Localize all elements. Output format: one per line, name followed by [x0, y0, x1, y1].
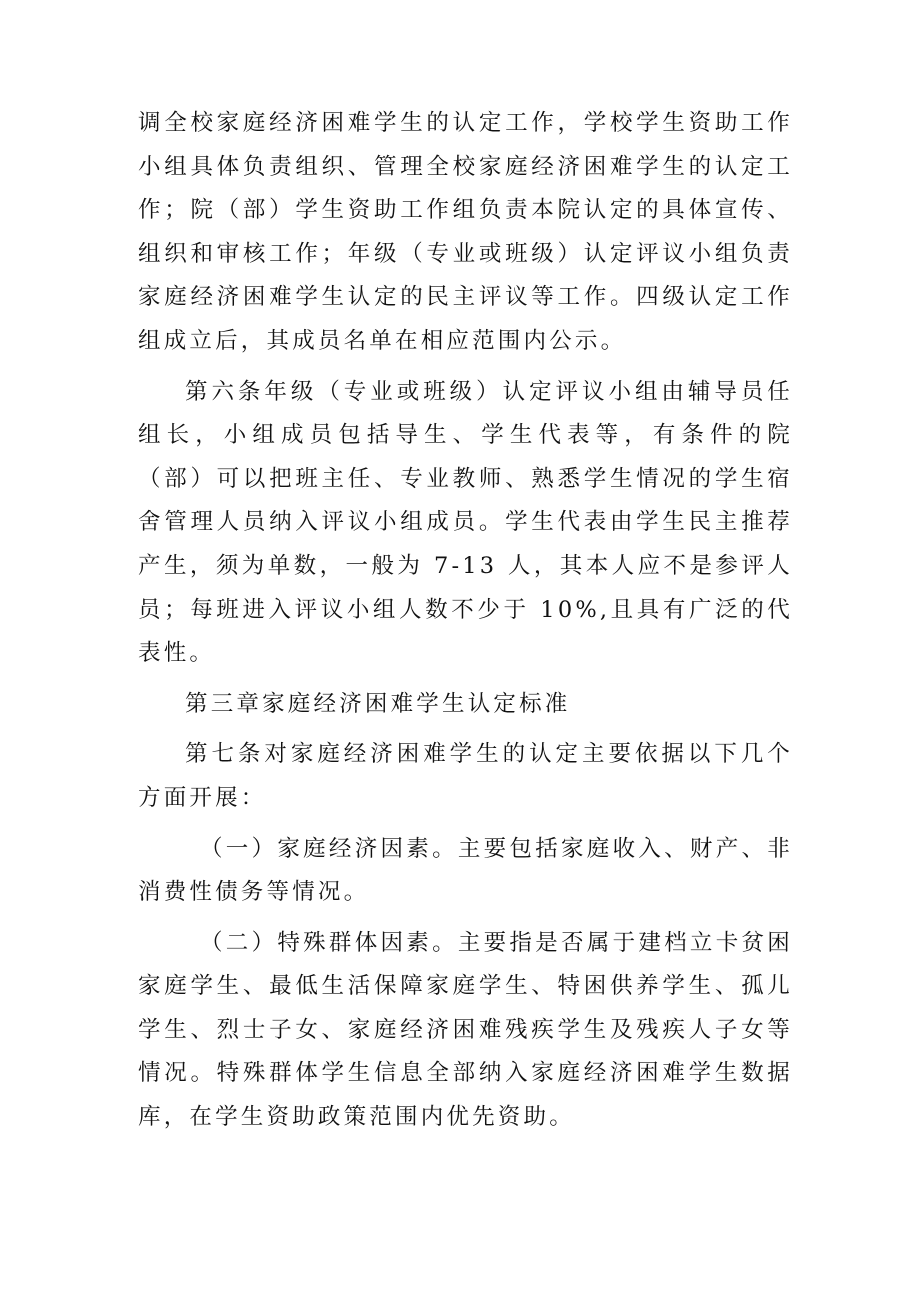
- chapter-3-heading: 第三章家庭经济困难学生认定标准: [185, 690, 571, 717]
- paragraph-continuation: 调全校家庭经济困难学生的认定工作，学校学生资助工作小组具体负责组织、管理全校家庭经济困难学生的认定工作；院（部）学生资助工作组负责本院认定的具体宣传、组织和审核工作；年级（专业或班级）认定评议小组负责家庭经济困难学生认定的民主评议等工作。四级认定工作组成立后，其成员名单在相应范围内公示。: [138, 110, 793, 354]
- article-7-paragraph: 第七条对家庭经济困难学生的认定主要依据以下几个方面开展：: [138, 741, 793, 811]
- article-6-paragraph: 第六条年级（专业或班级）认定评议小组由辅导员任组长，小组成员包括导生、学生代表等，有条件的院（部）可以把班主任、专业教师、熟悉学生情况的学生宿舍管理人员纳入评议小组成员。学生代表由学生民主推荐产生，须为单数，一般为 7-13 人，其本人应不是参评人员；每班进入评议小组人数不少于 10%,且具有广泛的代表性。: [138, 378, 793, 667]
- item-1-paragraph: （一）家庭经济因素。主要包括家庭收入、财产、非消费性债务等情况。: [138, 835, 793, 906]
- document-body: [138, 102, 793, 1140]
- item-2-paragraph: （二）特殊群体因素。主要指是否属于建档立卡贫困家庭学生、最低生活保障家庭学生、特困供养学生、孤儿学生、烈士子女、家庭经济困难残疾学生及残疾人子女等情况。特殊群体学生信息全部纳入家庭经济困难学生数据库，在学生资助政策范围内优先资助。: [138, 929, 793, 1131]
